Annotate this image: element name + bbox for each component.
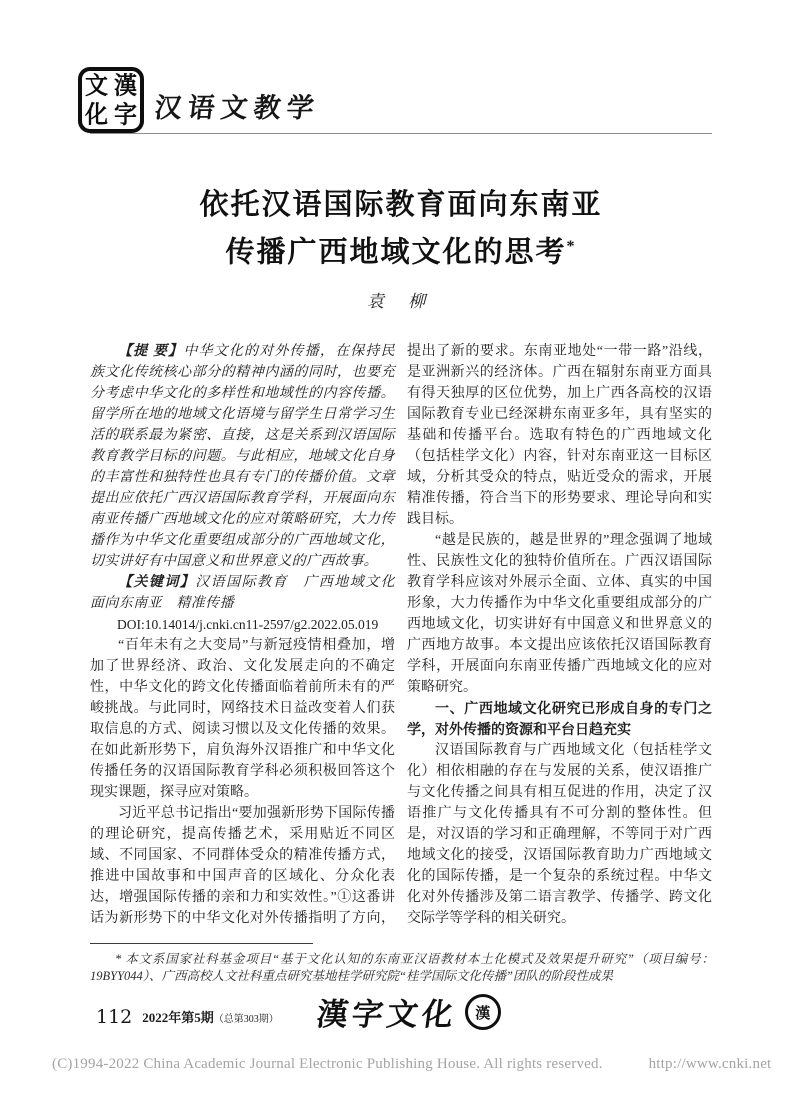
page-number: 112 bbox=[96, 1006, 133, 1028]
column-section-title: 汉语文教学 bbox=[153, 93, 322, 123]
copyright-bar bbox=[0, 1056, 799, 1073]
journal-name: 漢字文化 bbox=[314, 997, 460, 1032]
abstract-paragraph bbox=[90, 341, 395, 572]
section-heading-1: 一、广西地域文化研究已形成自身的专门之学，对外传播的资源和平台日趋充实 bbox=[407, 700, 712, 737]
article-title-line1: 依托汉语国际教育面向东南亚 bbox=[199, 189, 603, 221]
page-footer bbox=[96, 994, 501, 1030]
cnki-url-link[interactable]: http://www.cnki.net bbox=[648, 1056, 772, 1072]
seal-char: 字 bbox=[114, 101, 137, 128]
issue-info bbox=[142, 1007, 279, 1030]
author-name: 袁 柳 bbox=[366, 292, 436, 311]
keywords-label: 【关键词】 bbox=[118, 575, 196, 590]
body-paragraph-3: “越是民族的，越是世界的”理念强调了地域性、民族性文化的独特价值所在。广西汉语国际教育学科应该对外展示全面、立体、真实的中国形象，大力传播作为中华文化重要组成部分的广西地域文化，切实讲好有中国意义和世界意义的广西地方故事。本文提出应该依托汉语国际教育学科，开展面向东南亚传播广西地域文化的应对策略研究。 bbox=[407, 533, 712, 695]
keywords-paragraph bbox=[90, 572, 410, 614]
funding-footnote: * 本文系国家社科基金项目“基于文化认知的东南亚汉语教材本土化模式及效果提升研究”（项目编号：19BYY044）、广西高校人文社科重点研究基地桂学研究院“桂学国际文化传播”团队的阶段性成果 bbox=[90, 952, 714, 983]
body-paragraph-1: “百年未有之大变局”与新冠疫情相叠加，增加了世界经济、政治、文化发展走向的不确定性，中华文化的跨文化传播面临着前所未有的严峻挑战。与此同时，网络技术日益改变着人们获取信息的方式、阅读习惯以及文化传播的效果。在如此新形势下，肩负海外汉语推广和中华文化传播任务的汉语国际教育学科必须积极回答这个现实课题，探寻应对策略。 bbox=[90, 638, 395, 800]
masthead-divider bbox=[90, 133, 712, 134]
issue-total-label: （总第303期） bbox=[213, 1014, 279, 1025]
journal-round-seal-icon: 漢 bbox=[465, 994, 501, 1030]
title-footnote-asterisk: * bbox=[566, 238, 577, 255]
abstract-label: 【提 要】 bbox=[118, 344, 184, 359]
doi-line: DOI:10.14014/j.cnki.cn11-2597/g2.2022.05.019 bbox=[117, 617, 379, 632]
abstract-text: 中华文化的对外传播，在保持民族文化传统核心部分的精神内涵的同时，也要充分考虑中华文化的多样性和地域性的内容传播。留学所在地的地域文化语境与留学生日常学习生活的联系最为紧密、直接，这是关系到汉语国际教育教学目标的问题。与此相应，地域文化自身的丰富性和独特性也具有专门的传播价值。文章提出应依托广西汉语国际教育学科，开展面向东南亚传播广西地域文化的应对策略研究，大力传播作为中华文化重要组成部分的广西地域文化，切实讲好有中国意义和世界意义的广西故事。 bbox=[90, 344, 395, 569]
keywords-text: 汉语国际教育 广西地域文化 面向东南亚 精准传播 bbox=[90, 575, 410, 611]
issue-label: 2022年第5期 bbox=[142, 1010, 214, 1025]
article-body bbox=[90, 341, 712, 937]
article-title-line2 bbox=[90, 226, 712, 274]
article-title-line2-text: 传播广西地域文化的思考 bbox=[225, 236, 567, 269]
seal-char: 化 bbox=[85, 101, 108, 128]
body-paragraph-4: 汉语国际教育与广西地域文化（包括桂学文化）相依相融的存在与发展的关系，使汉语推广与文化传播之间具有相互促进的作用，决定了汉语推广与文化传播具有不可分割的整体性。但是，对汉语的学习和正确理解，不等同于对广西地域文化的接受，汉语国际教育助力广西地域文化的国际传播，是一个复杂的系统过程。中华文化对外传播涉及第二语言教学、传播学、跨文化交际学等学科的相关研究。 bbox=[407, 743, 712, 926]
article-title bbox=[90, 184, 712, 274]
copyright-text: (C)1994-2022 China Academic Journal Electronic Publishing House. All rights reserved. bbox=[52, 1056, 603, 1072]
footnote-divider bbox=[90, 943, 313, 944]
seal-char: 漢 bbox=[114, 72, 137, 99]
body-paragraph-2: 习近平总书记指出“要加强新形势下国际传播的理论研究，提高传播艺术，采用贴近不同区域、不同国家、不同群体受众的精准传播方式，推进中国故事和中国声音的区域化、分众化表达，增强国际传播的亲和力和实效性。”①这番讲话为新形势下的中华文化对外传播指明了方向，提出了新的要求。东南亚地处“一带一路”沿线，是亚洲新兴的经济体。广西在辐射东南亚方面具有得天独厚的区位优势，加上广西各高校的汉语国际教育专业已经深耕东南亚多年，具有坚实的基础和传播平台。选取有特色的广西地域文化（包括桂学文化）内容，针对东南亚这一目标区域，分析其受众的特点，贴近受众的需求，开展精准传播，符合当下的形势要求、理论导向和实践目标。 bbox=[90, 344, 712, 926]
journal-seal-logo-icon bbox=[78, 67, 144, 133]
seal-char: 文 bbox=[85, 72, 108, 99]
